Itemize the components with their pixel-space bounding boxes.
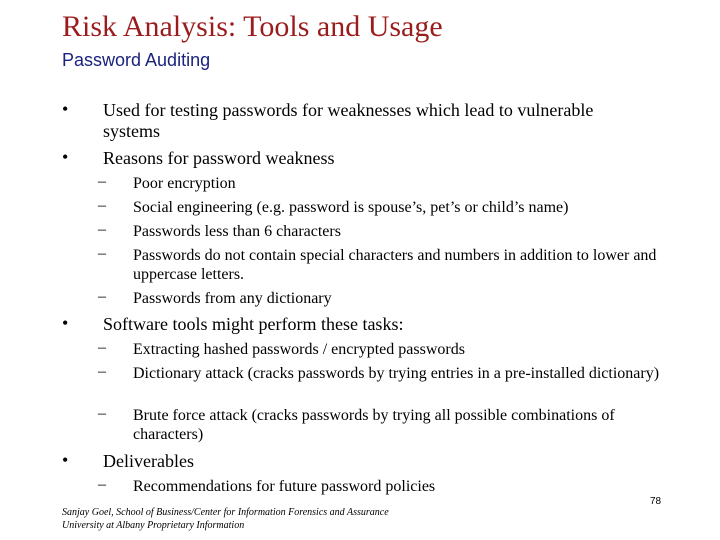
dash-marker: – [98,197,106,214]
sub-item-2-2: Social engineering (e.g. password is spouse’s, pet’s or child’s name) [133,199,569,216]
dash-marker: – [98,363,106,380]
bullet-marker: • [62,450,69,470]
footer-line-1: Sanjay Goel, School of Business/Center for Information Forensics and Assurance [62,507,389,518]
sub-item-3-2: Dictionary attack (cracks passwords by trying entries in a pre-installed dictionary) [133,365,660,382]
dash-marker: – [98,476,106,493]
slide-title: Risk Analysis: Tools and Usage [62,10,443,43]
bullet-text-1: Used for testing passwords for weaknesses which lead to vulnerable systems [103,100,594,141]
bullet-text-2: Reasons for password weakness [103,148,335,168]
sub-item-4-1: Recommendations for future password policies [133,478,436,495]
dash-marker: – [98,173,106,190]
sub-item-2-3: Passwords less than 6 characters [133,223,341,240]
dash-marker: – [98,221,106,238]
bullet-marker: • [62,147,69,167]
sub-item-3-1: Extracting hashed passwords / encrypted passwords [133,341,465,358]
footer [62,506,389,532]
dash-marker: – [98,405,106,422]
bullet-marker: • [62,99,69,119]
slide-subtitle: Password Auditing [62,50,211,70]
bullet-text-3: Software tools might perform these tasks: [103,314,404,334]
sub-item-2-5: Passwords from any dictionary [133,290,332,307]
dash-marker: – [98,245,106,262]
sub-item-2-1: Poor encryption [133,175,236,192]
sub-item-3-3: Brute force attack (cracks passwords by trying all possible combinations of characters) [133,407,615,443]
footer-line-2: University at Albany Proprietary Information [62,520,245,531]
dash-marker: – [98,339,106,356]
page-number: 78 [650,496,662,507]
dash-marker: – [98,288,106,305]
sub-item-2-4: Passwords do not contain special characters and numbers in addition to lower and uppercase letters. [133,247,657,283]
bullet-marker: • [62,313,69,333]
bullet-text-4: Deliverables [103,451,194,471]
